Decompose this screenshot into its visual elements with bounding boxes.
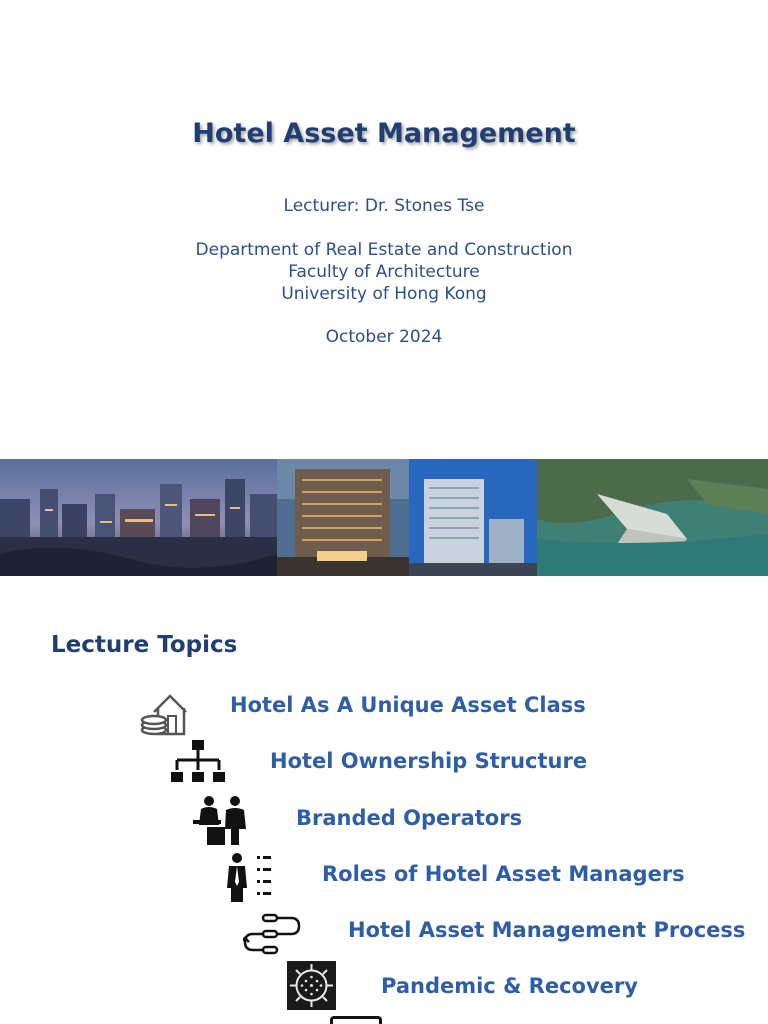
topic-item-process: Hotel Asset Management Process: [348, 918, 746, 942]
waterfront-resort-aerial-photo: [537, 459, 768, 576]
department-name: Department of Real Estate and Construction: [195, 240, 573, 260]
topic-item-operators: Branded Operators: [296, 806, 523, 830]
org-chart-icon: [171, 738, 225, 786]
photo-banner: [0, 459, 768, 576]
topic-item-ownership: Hotel Ownership Structure: [270, 749, 588, 773]
presentation-date: October 2024: [325, 327, 443, 347]
city-skyline-dusk-photo: [0, 459, 277, 576]
virus-icon: [287, 961, 336, 1010]
hotel-tower-photo: [277, 459, 409, 576]
lecturer-name: Lecturer: Dr. Stones Tse: [283, 196, 485, 216]
faculty-name: Faculty of Architecture: [288, 262, 480, 282]
manager-checklist-icon: [227, 852, 273, 904]
topic-item-asset-class: Hotel As A Unique Asset Class: [230, 693, 586, 717]
hotel-highrise-photo: [409, 459, 537, 576]
house-coins-icon: [140, 690, 190, 740]
topic-item-pandemic: Pandemic & Recovery: [381, 974, 638, 998]
presentation-title: Hotel Asset Management: [192, 118, 576, 149]
operator-desk-icon: [193, 795, 247, 847]
topics-heading: Lecture Topics: [51, 632, 238, 658]
clipped-next-topic-icon: [330, 1016, 382, 1024]
university-name: University of Hong Kong: [281, 284, 487, 304]
process-loop-icon: [243, 912, 301, 958]
topic-item-roles: Roles of Hotel Asset Managers: [322, 862, 685, 886]
